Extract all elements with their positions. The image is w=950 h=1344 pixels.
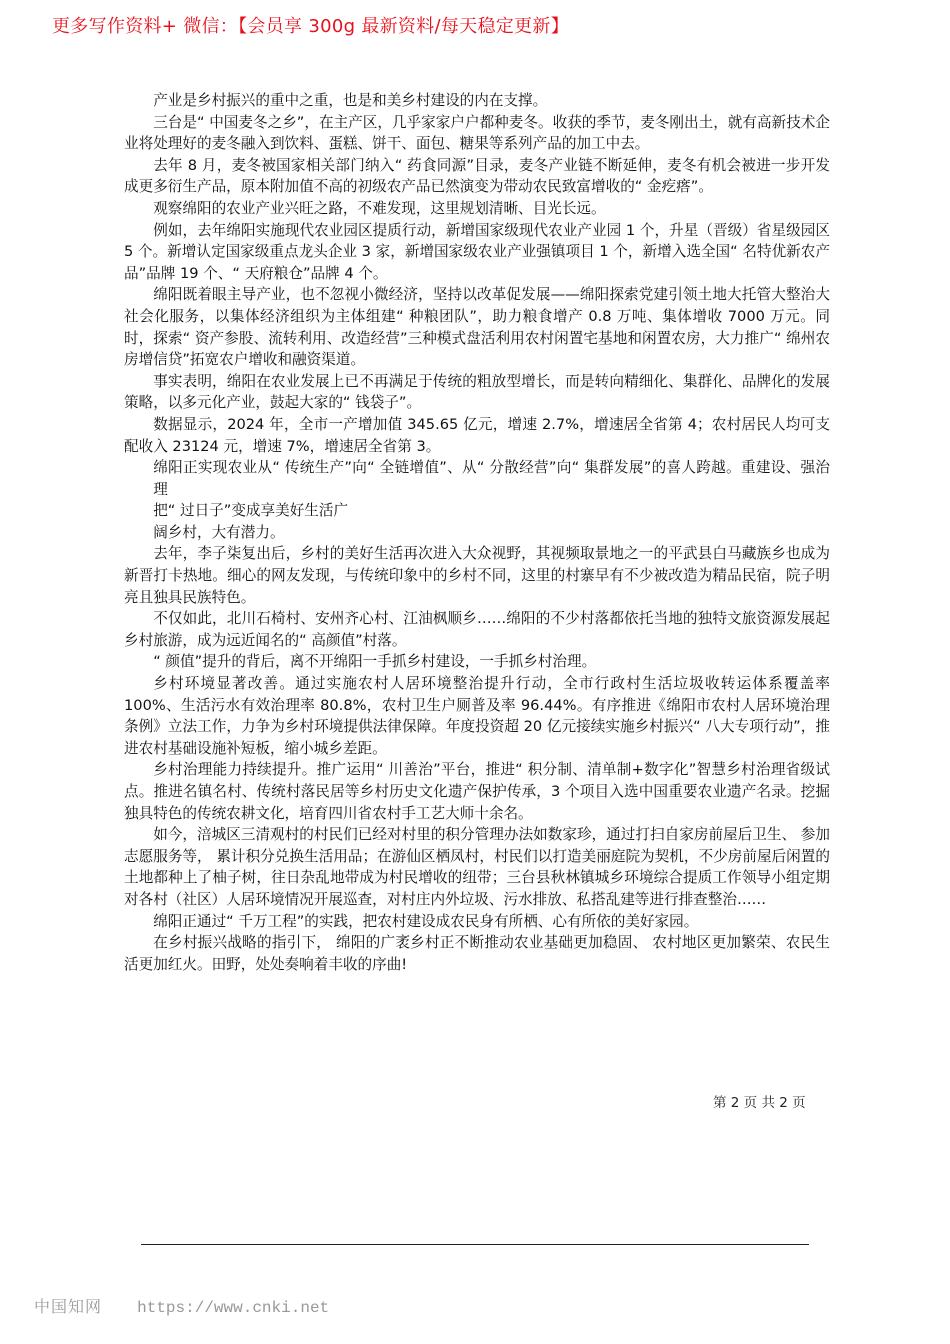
paragraph: 观察绵阳的农业产业兴旺之路，不难发现，这里规划清晰、目光长远。 <box>153 199 606 217</box>
paragraph: 去年，李子柒复出后，乡村的美好生活再次进入大众视野，其视频取景地之一的平武县白马藏族乡也成为新晋打卡热地。细心的网友发现，与传统印象中的乡村不同，这里的村寨早有不少被改造为精品民宿，院子明亮且独具民族特色。 <box>124 545 830 606</box>
article-body <box>124 90 830 975</box>
paragraph: 如今，涪城区三清观村的村民们已经对村里的积分管理办法如数家珍，通过打扫自家房前屋后卫生、 参加志愿服务等， 累计积分兑换生活用品；在游仙区栖凤村，村民们以打造美丽庭院为契机，不少房前屋后闲置的土地都种上了柚子树，往日杂乱地带成为村民增收的纽带；三台县秋林镇城乡环境综合提质工作领导小组定期对各村（社区）人居环境情况开展巡查，对村庄内外垃圾、污水排放、私搭乱建等进行排查整治…… <box>124 826 830 908</box>
paragraph: “ 颜值”提升的背后，离不开绵阳一手抓乡村建设，一手抓乡村治理。 <box>153 653 597 671</box>
footer-url[interactable]: https://www.cnki.net <box>137 1299 330 1317</box>
footer-site-name: 中国知网 <box>34 1297 103 1316</box>
paragraph: 绵阳正通过“ 千万工程”的实践，把农村建设成农民身有所栖、心有所依的美好家园。 <box>153 912 699 930</box>
paragraph: 乡村治理能力持续提升。推广运用“ 川善治”平台，推进“ 积分制、清单制+数字化”智慧乡村治理省级试点。推进名镇名村、传统村落民居等乡村历史文化遗产保护传承，3 个项目入选中国重要农业遗产名录。挖掘独具特色的传统农耕文化，培育四川省农村手工艺大师十余名。 <box>124 761 830 822</box>
paragraph: 事实表明，绵阳在农业发展上已不再满足于传统的粗放型增长，而是转向精细化、集群化、品牌化的发展策略，以多元化产业，鼓起大家的“ 钱袋子”。 <box>124 372 830 412</box>
paragraph: 数据显示，2024 年，全市一产增加值 345.65 亿元，增速 2.7%，增速居全省第 4；农村居民人均可支配收入 23124 元，增速 7%，增速居全省第 3。 <box>124 415 830 455</box>
paragraph: 绵阳既着眼主导产业，也不忽视小微经济，坚持以改革促发展——绵阳探索党建引领土地大托管大整治大社会化服务，以集体经济组织为主体组建“ 种粮团队”，助力粮食增产 0.8 万吨、集体增收 7000 万元。同时，探索“ 资产参股、流转利用、改造经营”三种模式盘活利用农村闲置宅基地和闲置农房，大力推广“ 绵州农房增信贷”拓宽农户增收和融资渠道。 <box>124 286 830 369</box>
promo-banner: 更多写作资料+ 微信：【会员享 300g 最新资料/每天稳定更新】 <box>52 16 569 37</box>
footer <box>34 1294 329 1317</box>
paragraph: 阔乡村，大有潜力。 <box>153 523 285 541</box>
paragraph: 三台是“ 中国麦冬之乡”，在主产区，几乎家家户户都种麦冬。收获的季节，麦冬刚出土，就有高新技术企业将处理好的麦冬融入到饮料、蛋糕、饼干、面包、糖果等系列产品的加工中去。 <box>124 113 830 153</box>
paragraph: 例如，去年绵阳实施现代农业园区提质行动，新增国家级现代农业产业园 1 个，升星（晋级）省星级园区 5 个。新增认定国家级重点龙头企业 3 家，新增国家级农业产业强镇项目 1 个，新增入选全国“ 名特优新农产品”品牌 19 个、“ 天府粮仓”品牌 4 个。 <box>124 221 830 282</box>
paragraph: 不仅如此，北川石椅村、安州齐心村、江油枫顺乡……绵阳的不少村落都依托当地的独特文旅资源发展起乡村旅游，成为远近闻名的“ 高颜值”村落。 <box>124 610 830 649</box>
paragraph: 乡村环境显著改善。通过实施农村人居环境整治提升行动，全市行政村生活垃圾收转运体系覆盖率 100%、生活污水有效治理率 80.8%，农村卫生户厕普及率 96.44%。有序推进《绵阳市农村人居环境治理条例》立法工作，力争为乡村环境提供法律保障。年度投资超 20 亿元接续实施乡村振兴“ 八大专项行动”，推进农村基础设施补短板，缩小城乡差距。 <box>124 675 830 757</box>
paragraph: 在乡村振兴战略的指引下， 绵阳的广袤乡村正不断推动农业基础更加稳固、 农村地区更加繁荣、农民生活更加红火。田野，处处奏响着丰收的序曲! <box>124 934 830 973</box>
paragraph: 把“ 过日子”变成享美好生活广 <box>153 502 349 520</box>
paragraph: 去年 8 月，麦冬被国家相关部门纳入“ 药食同源”目录，麦冬产业链不断延伸，麦冬有机会被进一步开发成更多衍生产品，原本附加值不高的初级农产品已然演变为带动农民致富增收的“ 金疙瘩”。 <box>124 156 830 196</box>
footer-divider <box>141 1244 809 1245</box>
paragraph: 绵阳正实现农业从“ 传统生产”向“ 全链增值”、从“ 分散经营”向“ 集群发展”的喜人跨越。重建设、强治理 <box>153 459 830 498</box>
page-number: 第 2 页 共 2 页 <box>713 1095 806 1111</box>
paragraph: 产业是乡村振兴的重中之重，也是和美乡村建设的内在支撑。 <box>153 92 548 109</box>
